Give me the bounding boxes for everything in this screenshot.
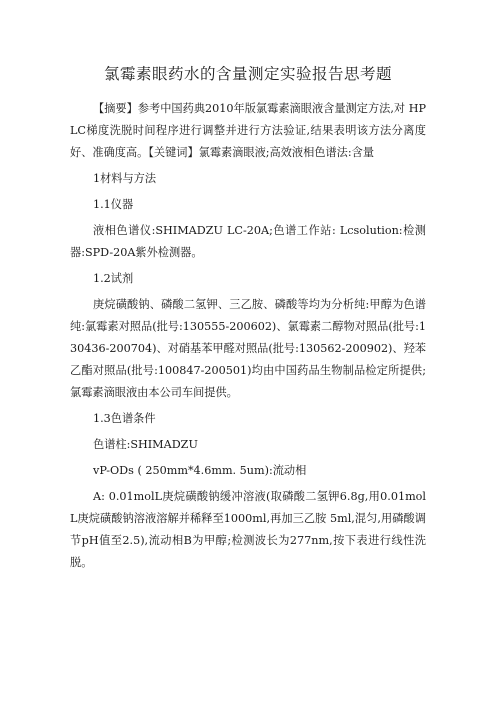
abstract-paragraph: 【摘要】参考中国药典2010年版氯霉素滴眼液含量测定方法,对 HPLC梯度洗脱时间程序进行调整并进行方法验证,结果表明该方法分离度好、准确度高。【关键词】氯霉素滴眼液;高效液相色谱法:含量 xyxy=(70,102,426,159)
section-heading-1: 1材料与方法 xyxy=(93,172,157,185)
subsection-heading-1-3: 1.3色谱条件 xyxy=(93,412,156,425)
subsection-heading-1-1: 1.1仪器 xyxy=(93,198,134,211)
column-spec-line: vP-ODs ( 250mm*4.6mm. 5um):流动相 xyxy=(93,464,307,477)
subsection-heading-1-2: 1.2试剂 xyxy=(93,272,134,285)
mobile-phase-paragraph: A: 0.01molL庚烷磺酸钠缓冲溶液(取磷酸二氢钾6.8g,用0.01molL庚烷磺酸钠溶液溶解并稀释至1000ml,再加三乙胺 5ml,混匀,用磷酸调节pH值至2.5),流动相B为甲醇;检测波长为277nm,按下表进行线性洗脱。 xyxy=(70,490,426,569)
instruments-paragraph: 液相色谱仪:SHIMADZU LC-20A;色谱工作站: Lcsolution:检测器:SPD-20A紫外检测器。 xyxy=(70,224,426,259)
document-title: 氯霉素眼药水的含量测定实验报告思考题 xyxy=(103,65,392,83)
column-line: 色谱柱:SHIMADZU xyxy=(93,438,198,451)
reagents-paragraph: 庚烷磺酸钠、磷酸二氢钾、三乙胺、磷酸等均为分析纯:甲醇为色谱纯:氯霉素对照品(批号:130555-200602)、氯霉素二醇物对照品(批号:130436-200704)、对硝基苯甲醛对照品(批号:130562-200902)、羟苯乙酯对照品(批号:100847-200501)均由中国药品生物制品检定所提供;氯霉素滴眼液由本公司车间提供。 xyxy=(70,298,426,399)
